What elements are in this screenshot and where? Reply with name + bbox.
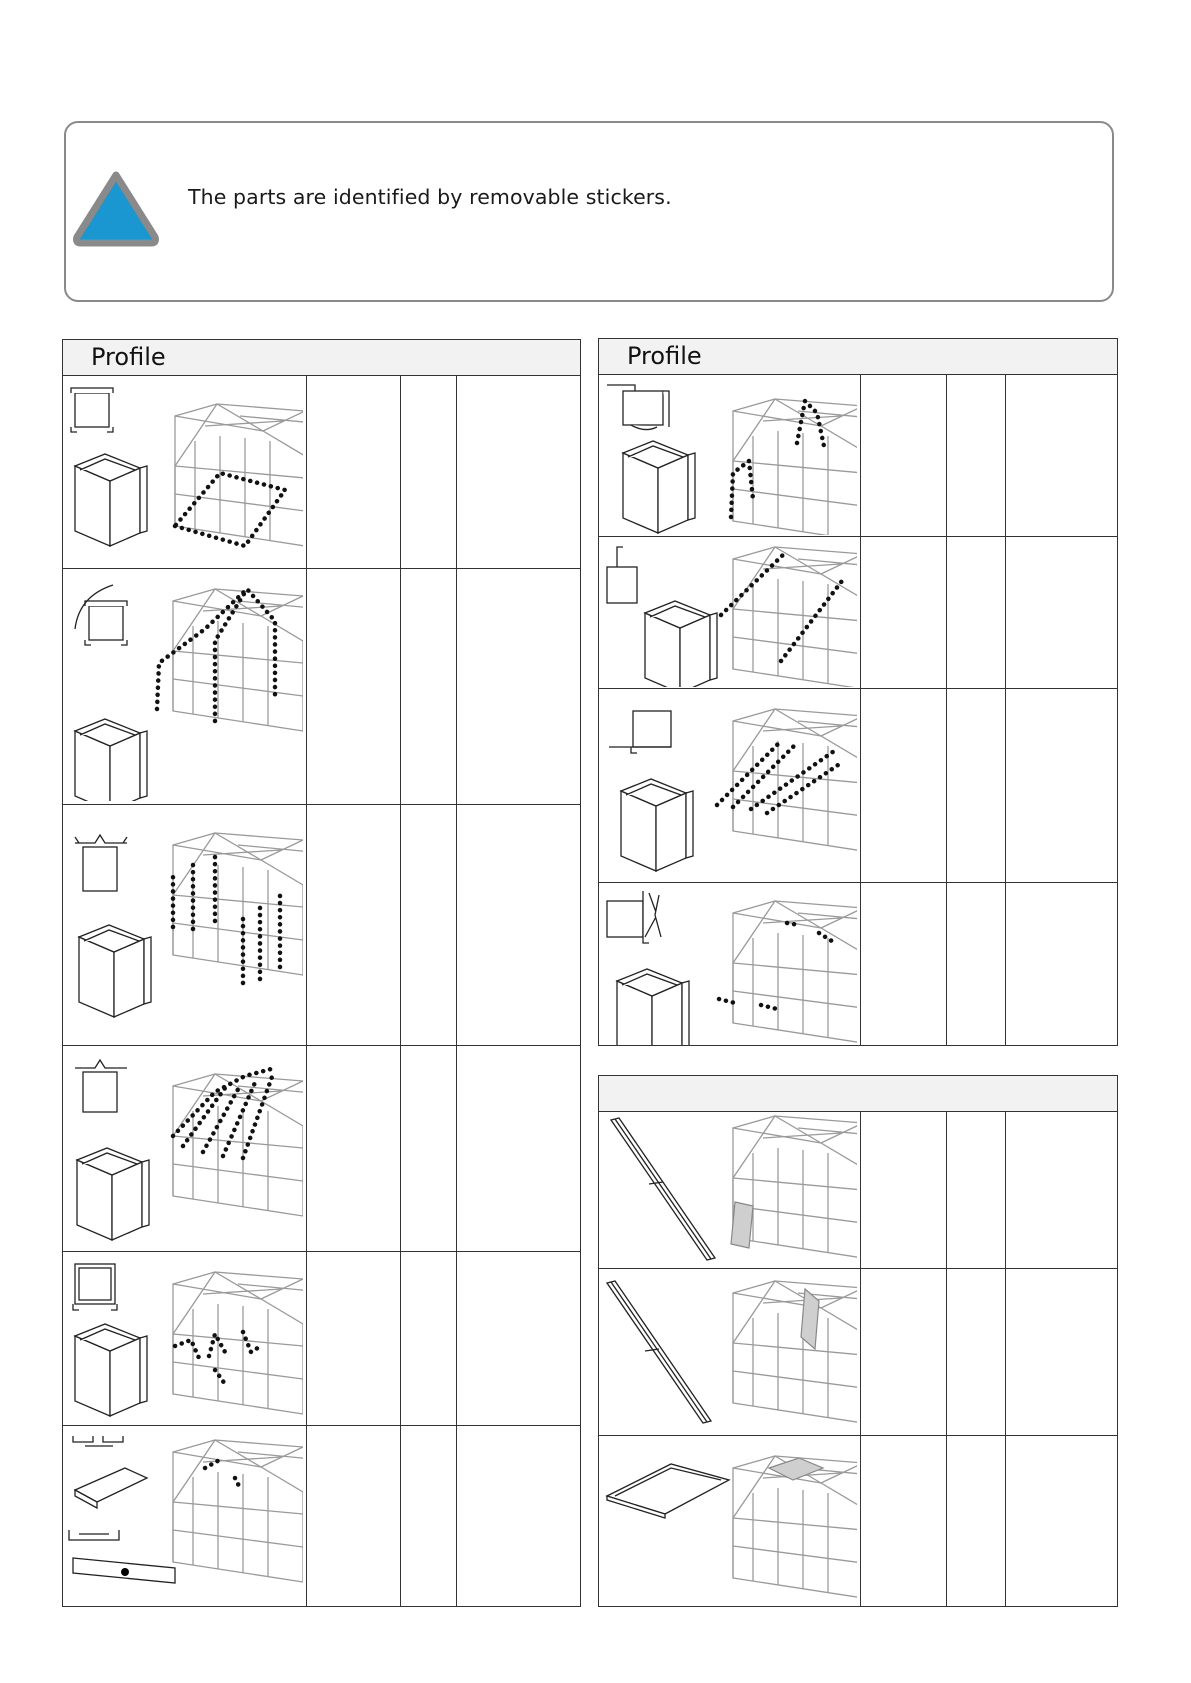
table-row [599,375,1117,537]
warning-triangle-icon [71,167,161,249]
table-row [63,1252,580,1426]
table-row [599,883,1117,1047]
eave-profile [601,691,857,881]
right-table-2-header [599,1076,1117,1112]
door-frame-profile [601,377,857,535]
table-row [599,1436,1117,1608]
left-parts-table [62,339,581,1607]
table-row [63,1426,580,1608]
table-row [599,689,1117,883]
right-table-header: Profile [599,339,1117,375]
left-table-header: Profile [63,340,580,376]
corner-profile [601,885,857,1045]
table-row [63,376,580,569]
base-frame-profile [65,378,303,566]
window-frame-profile [65,1254,303,1424]
table-row [599,1112,1117,1269]
notice-text: The parts are identified by removable stickers. [188,185,672,209]
right-parts-table [598,338,1118,1046]
table-row [63,569,580,805]
notice-box [64,121,1114,302]
table-row [63,1046,580,1252]
door-panel [601,1114,857,1266]
table-row [599,537,1117,689]
connector-profile [65,1428,303,1606]
table-row [63,805,580,1046]
ridge-profile [601,539,857,687]
gable-end-profile [65,571,303,801]
side-window-panel [601,1271,857,1433]
roof-vent-panel [601,1438,857,1606]
roof-rafter-profile [65,1048,303,1250]
table-row [599,1269,1117,1436]
side-vertical-profile [65,807,303,1043]
right-panels-table [598,1075,1118,1607]
